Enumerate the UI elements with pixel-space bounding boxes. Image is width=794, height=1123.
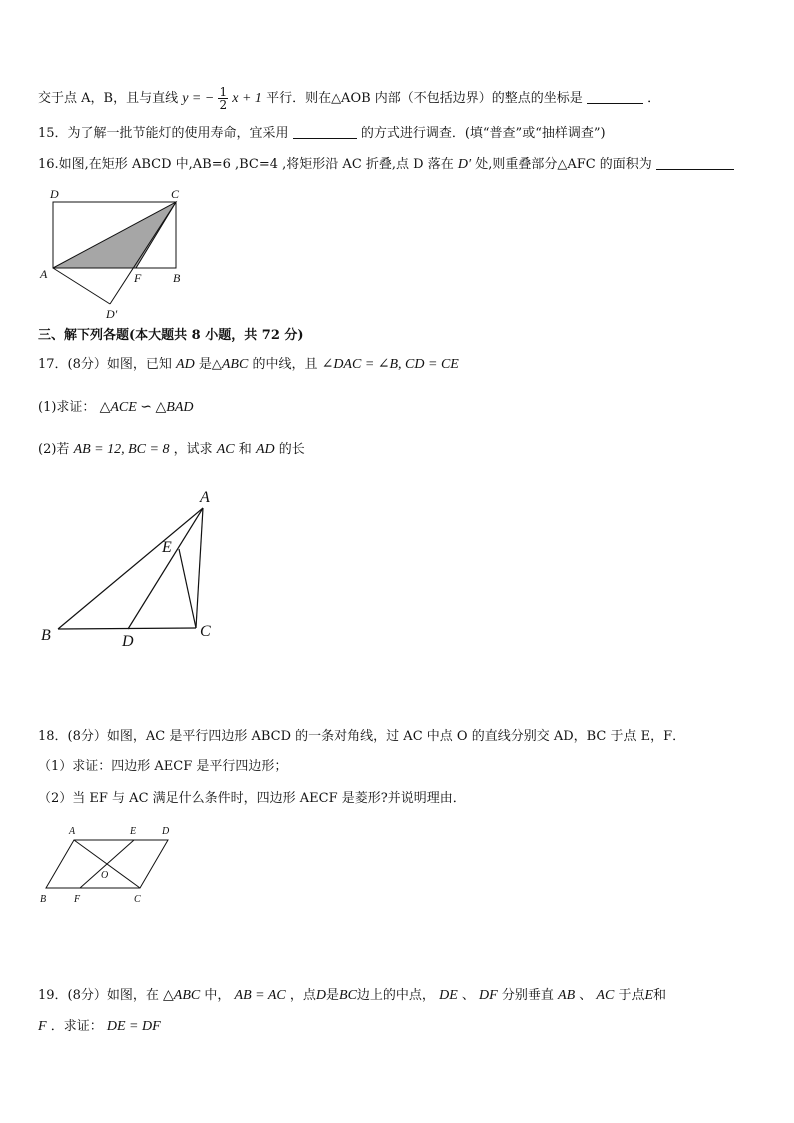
fig16-line-a-dprime xyxy=(53,268,110,304)
q14-frac-num: 1 xyxy=(219,85,228,99)
fig16-shaded-triangle xyxy=(53,202,176,268)
q19-triangle-abc: △ABC xyxy=(163,988,201,1003)
q17-ac: AC xyxy=(216,442,235,457)
q15-line xyxy=(38,124,606,144)
q14-frac-den: 2 xyxy=(219,98,228,112)
q14-fraction xyxy=(218,86,228,111)
q17-mid: 是△ xyxy=(198,357,222,372)
q17-part2 xyxy=(38,440,305,460)
fig17-side-ac xyxy=(196,508,203,628)
q16-text-b: 处,则重叠部分△AFC 的面积为 xyxy=(475,157,652,172)
q19-line2 xyxy=(38,1017,161,1037)
fig18-label-b: B xyxy=(40,894,47,905)
q14-line xyxy=(38,86,660,111)
q14-eq-lhs: y = − xyxy=(182,91,215,106)
q15-answer-blank[interactable] xyxy=(293,124,357,139)
q19-ab: AB xyxy=(558,988,576,1003)
figure-17 xyxy=(38,482,238,652)
q19-t10: ．求证： xyxy=(50,1019,103,1034)
q16-text-a: 16.如图,在矩形 ABCD 中,AB=6 ,BC=4 ,将矩形沿 AC 折叠,点 D 落在 xyxy=(38,157,454,172)
q19-point-f: F xyxy=(38,1019,47,1034)
q19-point-e: E xyxy=(644,988,654,1003)
q19-t6: 分别垂直 xyxy=(501,988,554,1003)
q17-p1-label: (1)求证： xyxy=(38,400,96,415)
q17-mid2: 的中线，且 xyxy=(252,357,318,372)
fig17-label-b: B xyxy=(41,627,51,644)
q17-p2-mid: ，试求 xyxy=(173,442,213,457)
q19-t1: 中， xyxy=(204,988,231,1003)
figure-16 xyxy=(36,184,196,324)
q18-part2: （2）当 EF 与 AC 满足什么条件时，四边形 AECF 是菱形?并说明理由． xyxy=(38,791,466,806)
q17-condition: ∠DAC = ∠B, CD = CE xyxy=(321,357,459,372)
q16-line xyxy=(38,155,734,175)
q19-point-d: D xyxy=(315,988,327,1003)
fig18-label-c: C xyxy=(134,894,141,905)
q17-p2-label: (2)若 xyxy=(38,442,70,457)
fig18-label-a: A xyxy=(69,826,76,837)
q15-text: 15．为了解一批节能灯的使用寿命，宜采用 xyxy=(38,126,289,141)
figure-18 xyxy=(36,820,186,910)
q17-p2-math: AB = 12, BC = 8 xyxy=(73,442,170,457)
fig17-label-c: C xyxy=(200,623,211,640)
fig17-side-ab xyxy=(58,508,203,629)
fig16-label-f: F xyxy=(134,271,142,285)
fig17-side-bc xyxy=(58,628,196,629)
fig17-segment-ce xyxy=(179,549,196,628)
q19-ac: AC xyxy=(596,988,615,1003)
q17-ad: AD xyxy=(176,357,195,372)
q19-t4: 边上的中点， xyxy=(356,988,435,1003)
q17-p1-math: △ACE ∽ △BAD xyxy=(99,400,194,415)
fig18-label-d: D xyxy=(162,826,170,837)
q19-de: DE xyxy=(439,988,458,1003)
fig18-label-o: O xyxy=(101,870,109,881)
q19-t3: 是 xyxy=(326,988,340,1003)
q14-eq-rhs: x + 1 xyxy=(232,91,262,106)
q19-line1 xyxy=(38,986,666,1006)
q19-head: 19．(8分）如图，在 xyxy=(38,988,159,1003)
q19-t9: 和 xyxy=(653,988,667,1003)
fig17-label-e: E xyxy=(162,539,172,556)
fig18-label-e: E xyxy=(130,826,137,837)
q19-df: DF xyxy=(479,988,498,1003)
q16-dprime: D′ xyxy=(457,157,472,172)
q19-t2: ，点 xyxy=(289,988,316,1003)
q17-and: 和 xyxy=(238,442,252,457)
q19-side-bc: BC xyxy=(339,988,357,1003)
q17-part1 xyxy=(38,398,193,418)
q14-text-before: 交于点 A，B，且与直线 xyxy=(38,91,179,106)
fig16-label-c: C xyxy=(171,187,180,201)
fig16-label-b: B xyxy=(173,271,181,285)
q19-t5: 、 xyxy=(461,988,475,1003)
q17-head: 17．(8分）如图，已知 xyxy=(38,357,172,372)
q15-text-after: 的方式进行调查．(填“普查”或“抽样调查”) xyxy=(360,126,606,141)
q14-text-end: ． xyxy=(647,91,661,106)
q19-t8: 于点 xyxy=(618,988,645,1003)
q18-head: 18．(8分）如图，AC 是平行四边形 ABCD 的一条对角线，过 AC 中点 O 的直线分别交 AD，BC 于点 E，F． xyxy=(38,729,686,744)
fig16-label-a: A xyxy=(40,267,48,281)
q19-eq1: AB = AC xyxy=(234,988,286,1003)
q17-line xyxy=(38,355,459,375)
q19-eq2: DE = DF xyxy=(106,1019,161,1034)
q17-p2-end: 的长 xyxy=(278,442,305,457)
q14-answer-blank[interactable] xyxy=(587,89,643,104)
q16-answer-blank[interactable] xyxy=(656,155,734,170)
q17-abc: ABC xyxy=(221,357,249,372)
fig17-label-a: A xyxy=(200,489,210,506)
q17-ad2: AD xyxy=(255,442,275,457)
q14-text-after: 平行．则在△AOB 内部（不包括边界）的整点的坐标是 xyxy=(266,91,583,106)
q19-t7: 、 xyxy=(579,988,593,1003)
fig17-label-d: D xyxy=(122,633,134,650)
q18-part1: （1）求证：四边形 AECF 是平行四边形； xyxy=(38,759,288,774)
fig16-label-dprime: D′ xyxy=(106,307,118,321)
fig16-label-d: D xyxy=(50,187,59,201)
fig18-label-f: F xyxy=(74,894,81,905)
section3-title: 三、解下列各题(本大题共 8 小题，共 72 分) xyxy=(38,328,304,343)
